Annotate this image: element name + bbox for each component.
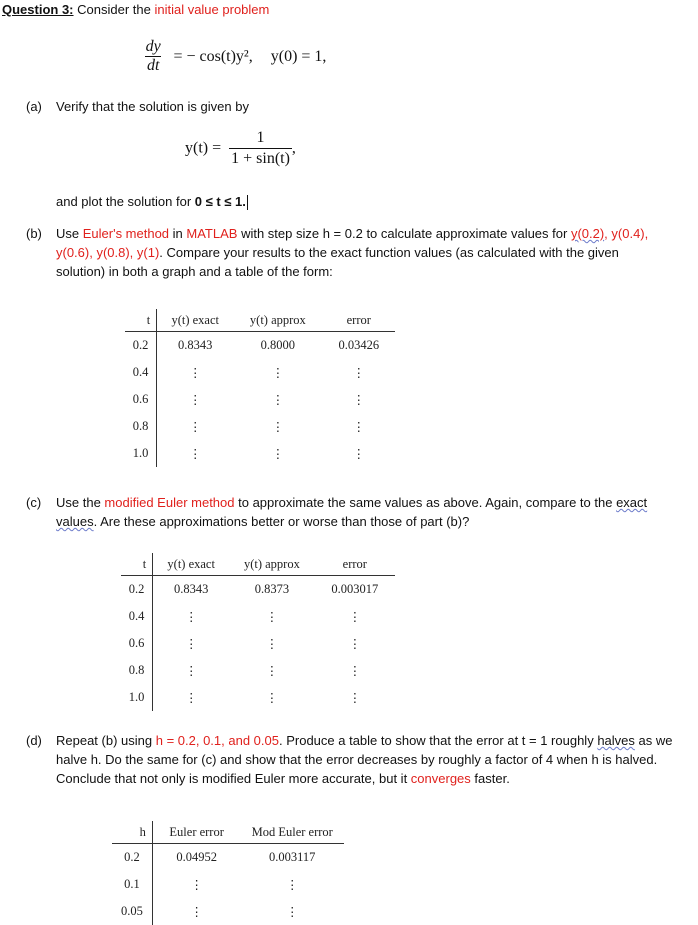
part-b-text-3: in <box>169 226 187 241</box>
part-c-text-6: . Are these approximations better or worse than those of part (b)? <box>93 514 470 529</box>
table-cell: 0.1 <box>112 871 152 898</box>
table-cell: 0.05 <box>112 898 152 925</box>
table-c-header-error: error <box>315 553 395 576</box>
part-d-text-1: Repeat (b) using <box>56 733 156 748</box>
table-cell: 0.8 <box>125 413 157 440</box>
table-cell: 0.8343 <box>178 338 213 352</box>
part-b-text-5: with step size h = 0.2 to calculate approximate values for <box>237 226 571 241</box>
table-cell: 0.4 <box>125 359 157 386</box>
part-c-modified-euler: modified Euler method <box>104 495 235 510</box>
question-label: Question 3: <box>2 2 74 17</box>
part-a-label: (a) <box>26 99 42 114</box>
table-cell: 0.8343 <box>174 582 209 596</box>
part-c-line2 <box>56 512 469 531</box>
table-row <box>121 576 395 604</box>
table-c <box>121 553 395 711</box>
table-cell: ⋮ <box>352 419 366 434</box>
table-cell: ⋮ <box>265 636 279 651</box>
part-d-converges: converges <box>410 771 471 786</box>
part-a-line2-text: and plot the solution for <box>56 194 195 209</box>
ode-numerator: dy <box>145 38 161 55</box>
ode-denominator: dt <box>147 57 160 74</box>
table-cell: ⋮ <box>348 663 362 678</box>
part-b-values: y(0.6), y(0.8), y(1) <box>56 245 160 260</box>
table-cell: ⋮ <box>352 392 366 407</box>
part-b-text-9: . Compare your results to the exact function values (as calculated with the given <box>159 245 619 260</box>
part-b-line2 <box>56 243 619 262</box>
part-c-line1 <box>56 493 647 512</box>
table-row <box>121 684 395 711</box>
table-cell: ⋮ <box>285 904 299 919</box>
table-b-header-approx: y(t) approx <box>233 309 322 332</box>
part-a-line2 <box>56 192 248 211</box>
table-cell: 0.8000 <box>260 338 296 352</box>
table-cell: ⋮ <box>265 663 279 678</box>
table-cell: ⋮ <box>184 609 198 624</box>
table-row <box>125 386 395 413</box>
table-c-header-exact: y(t) exact <box>153 553 229 576</box>
question-intro: Consider the <box>73 2 155 17</box>
question-header <box>2 0 269 19</box>
solution-fraction <box>229 128 292 169</box>
table-b-header <box>125 309 395 332</box>
question-intro-highlight: initial value problem <box>154 2 270 17</box>
ode-equation <box>145 38 326 75</box>
part-d-text-7: Conclude that not only is modified Euler more accurate, but it <box>56 771 411 786</box>
part-b-line1 <box>56 224 648 243</box>
table-d <box>112 821 344 925</box>
part-b-text-1: Use <box>56 226 83 241</box>
table-cell: 0.2 <box>112 844 152 872</box>
part-d-line2: halve h. Do the same for (c) and show that the error decreases by roughly a factor of 4 when h is halved. <box>56 752 658 767</box>
part-c-exact: exact <box>616 495 648 510</box>
table-cell: ⋮ <box>184 636 198 651</box>
solution-trail: , <box>291 139 296 157</box>
table-cell: ⋮ <box>271 392 285 407</box>
table-cell: ⋮ <box>352 446 366 461</box>
table-row <box>121 657 395 684</box>
table-cell: 0.6 <box>125 386 157 413</box>
part-b-y04: , y(0.4), <box>604 226 649 241</box>
table-row <box>125 413 395 440</box>
table-row <box>125 440 395 467</box>
table-row <box>112 898 344 925</box>
table-row <box>121 603 395 630</box>
ode-fraction <box>145 38 161 75</box>
table-c-header-t: t <box>121 553 153 576</box>
part-d-label: (d) <box>26 733 42 748</box>
table-cell: ⋮ <box>271 365 285 380</box>
table-c-header-approx: y(t) approx <box>229 553 314 576</box>
table-cell: ⋮ <box>352 365 366 380</box>
table-cell: ⋮ <box>348 609 362 624</box>
table-cell: ⋮ <box>184 663 198 678</box>
table-cell: 0.2 <box>121 576 153 604</box>
table-cell: ⋮ <box>188 392 202 407</box>
part-d-line1 <box>56 731 672 750</box>
table-cell: ⋮ <box>188 365 202 380</box>
table-cell: 0.2 <box>125 332 157 360</box>
part-d-halves: halves <box>597 733 635 748</box>
part-d-step-sizes: h = 0.2, 0.1, and 0.05 <box>155 733 279 748</box>
table-cell: ⋮ <box>348 636 362 651</box>
table-d-header-h: h <box>112 821 152 844</box>
table-row <box>121 630 395 657</box>
table-row <box>125 332 395 360</box>
solution-lhs: y(t) = <box>185 139 222 157</box>
part-b-line3: solution) in both a graph and a table of the form: <box>56 264 333 279</box>
table-cell: ⋮ <box>271 446 285 461</box>
ode-initial-condition: y(0) = 1, <box>270 47 327 65</box>
solution-equation <box>185 128 296 169</box>
solution-numerator: 1 <box>256 129 265 146</box>
table-cell: ⋮ <box>265 609 279 624</box>
part-c-label: (c) <box>26 495 42 510</box>
table-row <box>112 871 344 898</box>
table-cell: 0.8373 <box>254 582 290 596</box>
table-cell: 0.8 <box>121 657 153 684</box>
table-cell: 0.04952 <box>176 850 217 864</box>
table-cell: ⋮ <box>285 877 299 892</box>
table-cell: 0.03426 <box>338 338 380 352</box>
table-d-header-mod-euler: Mod Euler error <box>240 821 344 844</box>
table-c-header <box>121 553 395 576</box>
table-cell: ⋮ <box>265 690 279 705</box>
part-d-text-9: faster. <box>470 771 510 786</box>
table-cell: 0.003117 <box>269 850 316 864</box>
table-d-header <box>112 821 344 844</box>
text-cursor <box>247 195 248 210</box>
part-b-euler: Euler's method <box>82 226 170 241</box>
table-cell: 0.003017 <box>331 582 379 596</box>
table-row <box>112 844 344 872</box>
part-d-text-5: as we <box>634 733 673 748</box>
table-cell: ⋮ <box>184 690 198 705</box>
part-a-domain: 0 ≤ t ≤ 1. <box>194 194 246 209</box>
part-b-y02: y(0.2) <box>570 226 605 241</box>
ode-rhs: = − cos(t)y², <box>173 47 253 65</box>
part-c-text-1: Use the <box>56 495 105 510</box>
table-b <box>125 309 395 467</box>
part-d-line3 <box>56 769 510 788</box>
table-cell: 0.6 <box>121 630 153 657</box>
table-cell: 1.0 <box>121 684 153 711</box>
table-cell: ⋮ <box>271 419 285 434</box>
part-c-values: values <box>56 514 94 529</box>
table-row <box>125 359 395 386</box>
part-d-text-3: . Produce a table to show that the error at t = 1 roughly <box>278 733 598 748</box>
table-cell: ⋮ <box>188 446 202 461</box>
table-b-header-exact: y(t) exact <box>157 309 233 332</box>
table-b-header-t: t <box>125 309 157 332</box>
part-c-text-3: to approximate the same values as above. Again, compare to the <box>234 495 617 510</box>
table-cell: ⋮ <box>188 419 202 434</box>
part-b-label: (b) <box>26 226 42 241</box>
part-b-matlab: MATLAB <box>186 226 238 241</box>
part-a-line1: Verify that the solution is given by <box>56 99 249 114</box>
table-cell: 1.0 <box>125 440 157 467</box>
table-cell: ⋮ <box>190 877 203 892</box>
table-cell: ⋮ <box>190 904 203 919</box>
table-cell: ⋮ <box>348 690 362 705</box>
solution-denominator: 1 + sin(t) <box>231 150 290 167</box>
table-cell: 0.4 <box>121 603 153 630</box>
table-b-header-error: error <box>323 309 395 332</box>
table-d-header-euler: Euler error <box>152 821 240 844</box>
